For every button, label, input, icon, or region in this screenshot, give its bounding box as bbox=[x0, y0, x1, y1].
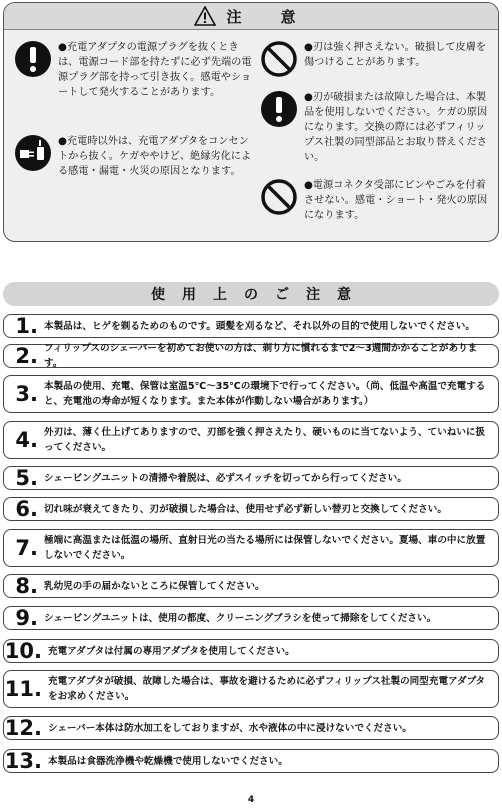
prohibited-icon bbox=[260, 178, 298, 216]
note-number: 6. bbox=[15, 496, 38, 521]
caution-item-left-2 bbox=[14, 134, 254, 179]
note-item bbox=[3, 344, 499, 368]
note-text: 本製品は、ヒゲを剃るためのものです。頭髪を刈るなど、それ以外の目的で使用しないでください。 bbox=[44, 320, 475, 332]
caution-text: ●電源コネクタ受部にピンやごみを付着させない。感電・ショート・発火の原因になります。 bbox=[304, 180, 488, 221]
note-item bbox=[3, 574, 499, 598]
note-text: 切れ味が衰えてきたり、刃が破損した場合は、使用せず必ず新しい替刃と交換してください。 bbox=[44, 503, 447, 515]
note-item bbox=[3, 466, 499, 490]
caution-text: ●刃は強く押さえない。破損して皮膚を傷つけることがあります。 bbox=[304, 42, 487, 68]
unplug-icon bbox=[14, 134, 52, 172]
note-number: 1. bbox=[15, 313, 38, 338]
prohibited-icon bbox=[260, 40, 298, 78]
note-number: 4. bbox=[15, 427, 38, 452]
note-text: 乳幼児の手の届かないところに保管してください。 bbox=[44, 580, 265, 592]
note-text: 極端に高温または低温の場所、直射日光の当たる場所には保管しないでください。夏場、車の中に放置しないでください。 bbox=[44, 535, 486, 561]
page-number: 4 bbox=[247, 795, 255, 805]
note-text: 本製品は食器洗浄機や乾燥機で使用しないでください。 bbox=[48, 755, 288, 767]
note-number: 7. bbox=[15, 535, 38, 560]
warning-triangle-icon bbox=[194, 6, 216, 26]
caution-item-right-2 bbox=[260, 90, 492, 165]
note-item bbox=[3, 606, 499, 630]
note-number: 2. bbox=[15, 343, 38, 368]
note-item bbox=[3, 421, 499, 459]
note-item bbox=[3, 639, 499, 663]
note-text: フィリップスのシェーバーを初めてお使いの方は、剃り方に慣れるまで2〜3週間かかることがあります。 bbox=[44, 343, 478, 369]
note-text: 本製品の使用、充電、保管は室温5℃〜35℃の環境下で行ってください。（尚、低温や高温で充電すると、充電池の寿命が短くなります。また本体が作動しない場合があります。） bbox=[44, 381, 486, 407]
note-number: 11. bbox=[4, 676, 42, 701]
caution-title: 注 意 bbox=[226, 7, 308, 26]
note-item bbox=[3, 314, 499, 338]
caution-box bbox=[3, 2, 499, 242]
note-item bbox=[3, 375, 499, 413]
note-item bbox=[3, 749, 499, 773]
mandatory-exclamation-icon bbox=[260, 90, 298, 128]
note-text: 充電アダプタは付属の専用アダプタを使用してください。 bbox=[48, 645, 295, 657]
mandatory-exclamation-icon bbox=[14, 40, 52, 78]
caution-text: ●充電時以外は、充電アダプタをコンセントから抜く。ケガややけど、絶縁劣化による感電・漏電・火災の原因となります。 bbox=[58, 136, 252, 177]
note-item bbox=[3, 716, 499, 740]
note-number: 12. bbox=[4, 715, 42, 740]
note-item bbox=[3, 497, 499, 521]
notes-title: 使用上のご注意 bbox=[151, 287, 368, 303]
note-number: 8. bbox=[15, 573, 38, 598]
note-item bbox=[3, 670, 499, 708]
note-number: 9. bbox=[15, 605, 38, 630]
caution-text: ●充電アダプタの電源プラグを抜くときは、電源コード部を持たずに必ず先端の電源プラグ部を持って引き抜く。感電やショートして発火することがあります。 bbox=[58, 42, 252, 98]
notes-header bbox=[3, 282, 499, 306]
note-item bbox=[3, 529, 499, 567]
note-number: 5. bbox=[15, 465, 38, 490]
note-text: シェービングユニットの清掃や着脱は、必ずスイッチを切ってから行ってください。 bbox=[44, 472, 407, 484]
note-text: 充電アダプタが破損、故障した場合は、事故を避けるために必ずフィリップス社製の同型充電アダプタをお求めください。 bbox=[48, 676, 486, 702]
caution-item-right-3 bbox=[260, 178, 492, 223]
note-number: 13. bbox=[4, 748, 42, 773]
caution-item-left-1 bbox=[14, 40, 254, 100]
note-number: 3. bbox=[15, 381, 38, 406]
caution-header bbox=[4, 3, 498, 30]
caution-text: ●刃が破損または故障した場合は、本製品を使用しないでください。ケガの原因になります。交換の際には必ずフィリップス社製の同型部品とお取り替えください。 bbox=[304, 92, 488, 163]
note-text: シェービングユニットは、使用の都度、クリーニングブラシを使って掃除をしてください。 bbox=[44, 612, 437, 624]
note-text: 外刃は、薄く仕上げてありますので、刃部を強く押さえたり、硬いものに当てないよう、ていねいに扱ってください。 bbox=[44, 427, 486, 453]
note-text: シェーバー本体は防水加工をしておりますが、水や液体の中に浸けないでください。 bbox=[48, 722, 412, 734]
caution-item-right-1 bbox=[260, 40, 492, 78]
note-number: 10. bbox=[4, 638, 42, 663]
